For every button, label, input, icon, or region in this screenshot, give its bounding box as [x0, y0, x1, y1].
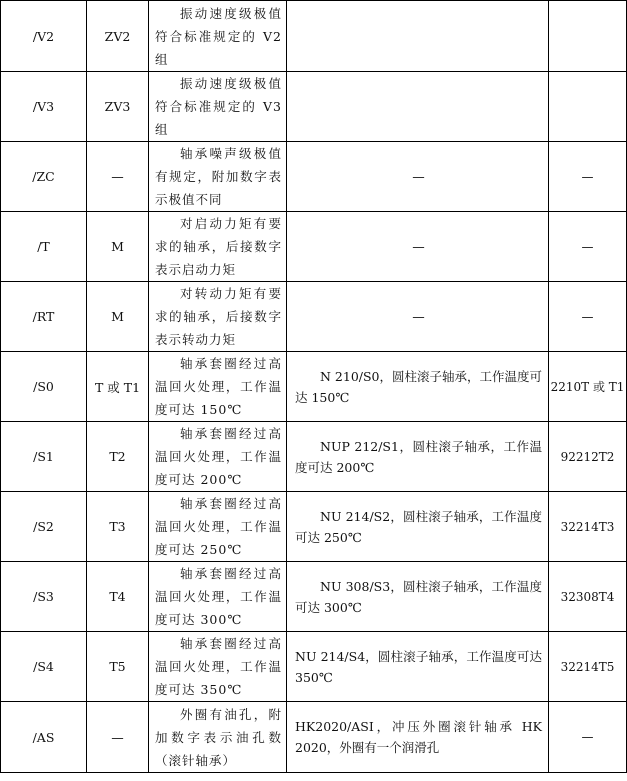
description: 轴承套圈经过高温回火处理，工作温度可达 200℃: [149, 422, 287, 492]
old-example: 92212T2: [549, 422, 627, 492]
example: [287, 1, 549, 72]
example: NUP 212/S1，圆柱滚子轴承，工作温度可达 200℃: [287, 422, 549, 492]
suffix-code: /RT: [1, 282, 87, 352]
example: [287, 72, 549, 142]
old-code: ZV3: [87, 72, 149, 142]
old-code: M: [87, 282, 149, 352]
table-row: [1, 282, 627, 352]
table-row: [1, 352, 627, 422]
suffix-code: /T: [1, 212, 87, 282]
old-code: T3: [87, 492, 149, 562]
old-example: —: [549, 142, 627, 212]
old-example: 32214T5: [549, 632, 627, 702]
suffix-code: /S4: [1, 632, 87, 702]
suffix-code: /V3: [1, 72, 87, 142]
old-code: —: [87, 142, 149, 212]
table-row: [1, 632, 627, 702]
description: 轴承套圈经过高温回火处理，工作温度可达 250℃: [149, 492, 287, 562]
old-example: —: [549, 212, 627, 282]
old-code: ZV2: [87, 1, 149, 72]
example: N 210/S0，圆柱滚子轴承，工作温度可达 150℃: [287, 352, 549, 422]
old-example: 2210T 或 T1: [549, 352, 627, 422]
example: NU 214/S2，圆柱滚子轴承，工作温度可达 250℃: [287, 492, 549, 562]
description: 外圈有油孔，附加数字表示油孔数（滚针轴承）: [149, 702, 287, 773]
description: 轴承套圈经过高温回火处理，工作温度可达 350℃: [149, 632, 287, 702]
table-row: [1, 702, 627, 773]
suffix-code: /S2: [1, 492, 87, 562]
example: —: [287, 212, 549, 282]
old-example: —: [549, 282, 627, 352]
old-code: M: [87, 212, 149, 282]
old-code: T5: [87, 632, 149, 702]
old-example: 32214T3: [549, 492, 627, 562]
suffix-code: /ZC: [1, 142, 87, 212]
example: NU 214/S4，圆柱滚子轴承，工作温度可达 350℃: [287, 632, 549, 702]
table-row: [1, 212, 627, 282]
suffix-code: /S1: [1, 422, 87, 492]
description: 轴承套圈经过高温回火处理，工作温度可达 300℃: [149, 562, 287, 632]
description: 轴承噪声级极值有规定，附加数字表示极值不同: [149, 142, 287, 212]
old-example: [549, 72, 627, 142]
description: 对转动力矩有要求的轴承，后接数字表示转动力矩: [149, 282, 287, 352]
example: HK2020/ASI，冲压外圈滚针轴承 HK 2020，外圈有一个润滑孔: [287, 702, 549, 773]
table-row: [1, 72, 627, 142]
example: NU 308/S3，圆柱滚子轴承，工作温度可达 300℃: [287, 562, 549, 632]
table-row: [1, 492, 627, 562]
table-row: [1, 142, 627, 212]
old-code: —: [87, 702, 149, 773]
description: 轴承套圈经过高温回火处理，工作温度可达 150℃: [149, 352, 287, 422]
old-example: —: [549, 702, 627, 773]
old-code: T2: [87, 422, 149, 492]
description: 振动速度级极值符合标准规定的 V2 组: [149, 1, 287, 72]
suffix-code: /S3: [1, 562, 87, 632]
suffix-code: /S0: [1, 352, 87, 422]
table-row: [1, 562, 627, 632]
table-row: [1, 1, 627, 72]
example: —: [287, 142, 549, 212]
old-example: [549, 1, 627, 72]
old-code: T 或 T1: [87, 352, 149, 422]
description: 振动速度级极值符合标准规定的 V3 组: [149, 72, 287, 142]
old-code: T4: [87, 562, 149, 632]
example: —: [287, 282, 549, 352]
description: 对启动力矩有要求的轴承，后接数字表示启动力矩: [149, 212, 287, 282]
table-row: [1, 422, 627, 492]
suffix-code: /AS: [1, 702, 87, 773]
old-example: 32308T4: [549, 562, 627, 632]
suffix-code: /V2: [1, 1, 87, 72]
